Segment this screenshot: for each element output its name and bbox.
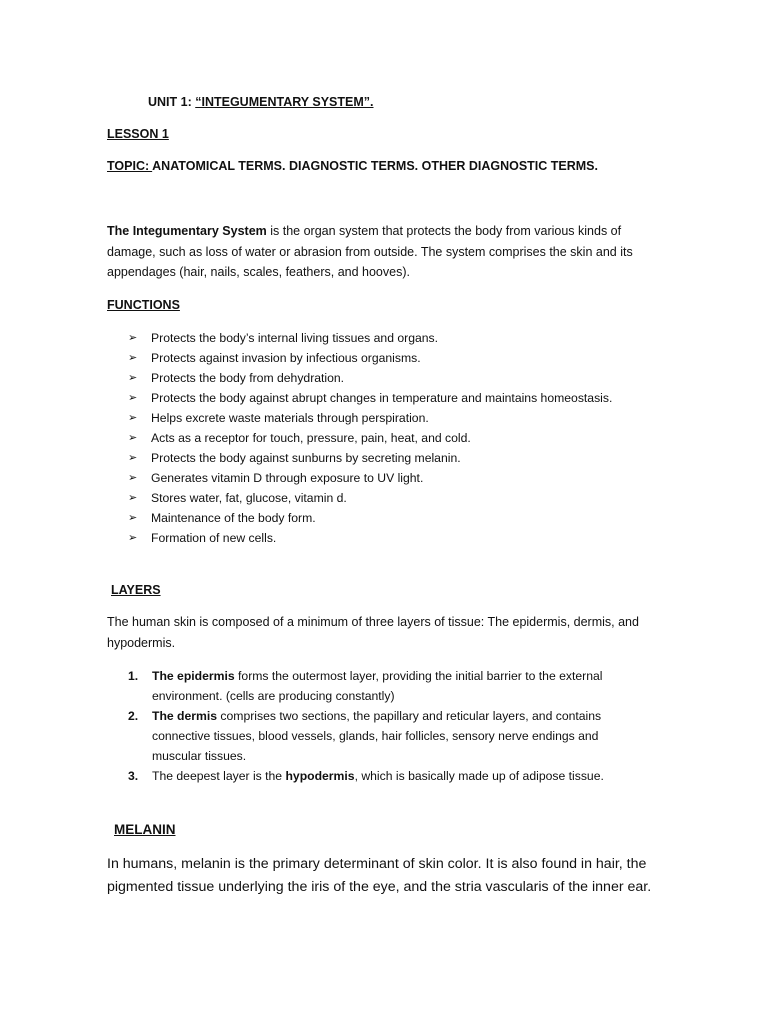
arrow-bullet-icon: ➢ xyxy=(128,472,138,484)
arrow-bullet-icon: ➢ xyxy=(128,412,138,424)
function-item xyxy=(128,348,612,368)
unit-prefix: UNIT 1: xyxy=(148,95,196,109)
function-item-text: Protects the body’s internal living tissues and organs. xyxy=(151,331,439,345)
layer-term: hypodermis xyxy=(285,769,355,783)
arrow-bullet-icon: ➢ xyxy=(128,352,138,364)
lesson-heading: LESSON 1 xyxy=(107,127,169,141)
arrow-bullet-icon: ➢ xyxy=(128,432,138,444)
layer-number: 1. xyxy=(128,669,139,683)
layer-term: The epidermis xyxy=(152,669,235,683)
layer-text-after: , which is basically made up of adipose tissue. xyxy=(354,769,604,783)
topic-line xyxy=(107,156,598,176)
arrow-bullet-icon: ➢ xyxy=(128,392,138,404)
function-item xyxy=(128,468,612,488)
function-item-text: Maintenance of the body form. xyxy=(151,511,316,525)
function-item xyxy=(128,368,612,388)
function-item-text: Acts as a receptor for touch, pressure, pain, heat, and cold. xyxy=(151,431,471,445)
intro-paragraph xyxy=(107,221,652,283)
function-item xyxy=(128,528,612,548)
layer-text-after: comprises two sections, the papillary and reticular layers, and contains connective tissues, blood vessels, glands, hair follicles, sensory nerve endings and muscular tissues. xyxy=(152,709,602,763)
function-item-text: Formation of new cells. xyxy=(151,531,277,545)
function-item-text: Protects against invasion by infectious organisms. xyxy=(151,351,421,365)
layer-item xyxy=(128,706,648,766)
function-item xyxy=(128,488,612,508)
arrow-bullet-icon: ➢ xyxy=(128,492,138,504)
layer-item xyxy=(128,766,648,786)
function-item xyxy=(128,448,612,468)
layer-term: The dermis xyxy=(152,709,218,723)
melanin-heading: MELANIN xyxy=(114,822,176,837)
function-item-text: Stores water, fat, glucose, vitamin d. xyxy=(151,491,347,505)
arrow-bullet-icon: ➢ xyxy=(128,452,138,464)
function-item xyxy=(128,428,612,448)
functions-list xyxy=(128,328,612,548)
topic-label: TOPIC: xyxy=(107,159,153,173)
layer-text-before: The deepest layer is the xyxy=(152,769,286,783)
function-item-text: Generates vitamin D through exposure to UV light. xyxy=(151,471,424,485)
layer-number: 3. xyxy=(128,769,139,783)
layers-heading: LAYERS xyxy=(111,583,161,597)
unit-title xyxy=(148,92,374,112)
function-item-text: Helps excrete waste materials through perspiration. xyxy=(151,411,429,425)
intro-term: The Integumentary System xyxy=(107,224,267,238)
unit-name: “INTEGUMENTARY SYSTEM”. xyxy=(195,95,374,109)
arrow-bullet-icon: ➢ xyxy=(128,512,138,524)
function-item xyxy=(128,508,612,528)
arrow-bullet-icon: ➢ xyxy=(128,372,138,384)
intro-text: is the organ system that protects the body from various kinds of damage, such as loss of water or abrasion from outside. The system comprises the skin and its appendages (hair, nails, scales, feathers, and hooves). xyxy=(107,224,633,279)
function-item xyxy=(128,408,612,428)
arrow-bullet-icon: ➢ xyxy=(128,332,138,344)
function-item xyxy=(128,388,612,408)
function-item-text: Protects the body against abrupt changes in temperature and maintains homeostasis. xyxy=(151,391,613,405)
arrow-bullet-icon: ➢ xyxy=(128,532,138,544)
layer-number: 2. xyxy=(128,709,139,723)
function-item-text: Protects the body from dehydration. xyxy=(151,371,345,385)
functions-heading: FUNCTIONS xyxy=(107,298,180,312)
layer-item xyxy=(128,666,648,706)
melanin-paragraph: In humans, melanin is the primary determinant of skin color. It is also found in hair, the pigmented tissue underlying the iris of the eye, and the stria vascularis of the inner ear. xyxy=(107,856,652,895)
layers-intro: The human skin is composed of a minimum of three layers of tissue: The epidermis, dermis, and hypodermis. xyxy=(107,615,639,650)
layers-list xyxy=(128,666,648,786)
layer-text-after: forms the outermost layer, providing the initial barrier to the external environment. (cells are producing constantly) xyxy=(152,669,603,703)
topic-text: ANATOMICAL TERMS. DIAGNOSTIC TERMS. OTHER DIAGNOSTIC TERMS. xyxy=(152,159,598,173)
function-item xyxy=(128,328,612,348)
function-item-text: Protects the body against sunburns by secreting melanin. xyxy=(151,451,461,465)
